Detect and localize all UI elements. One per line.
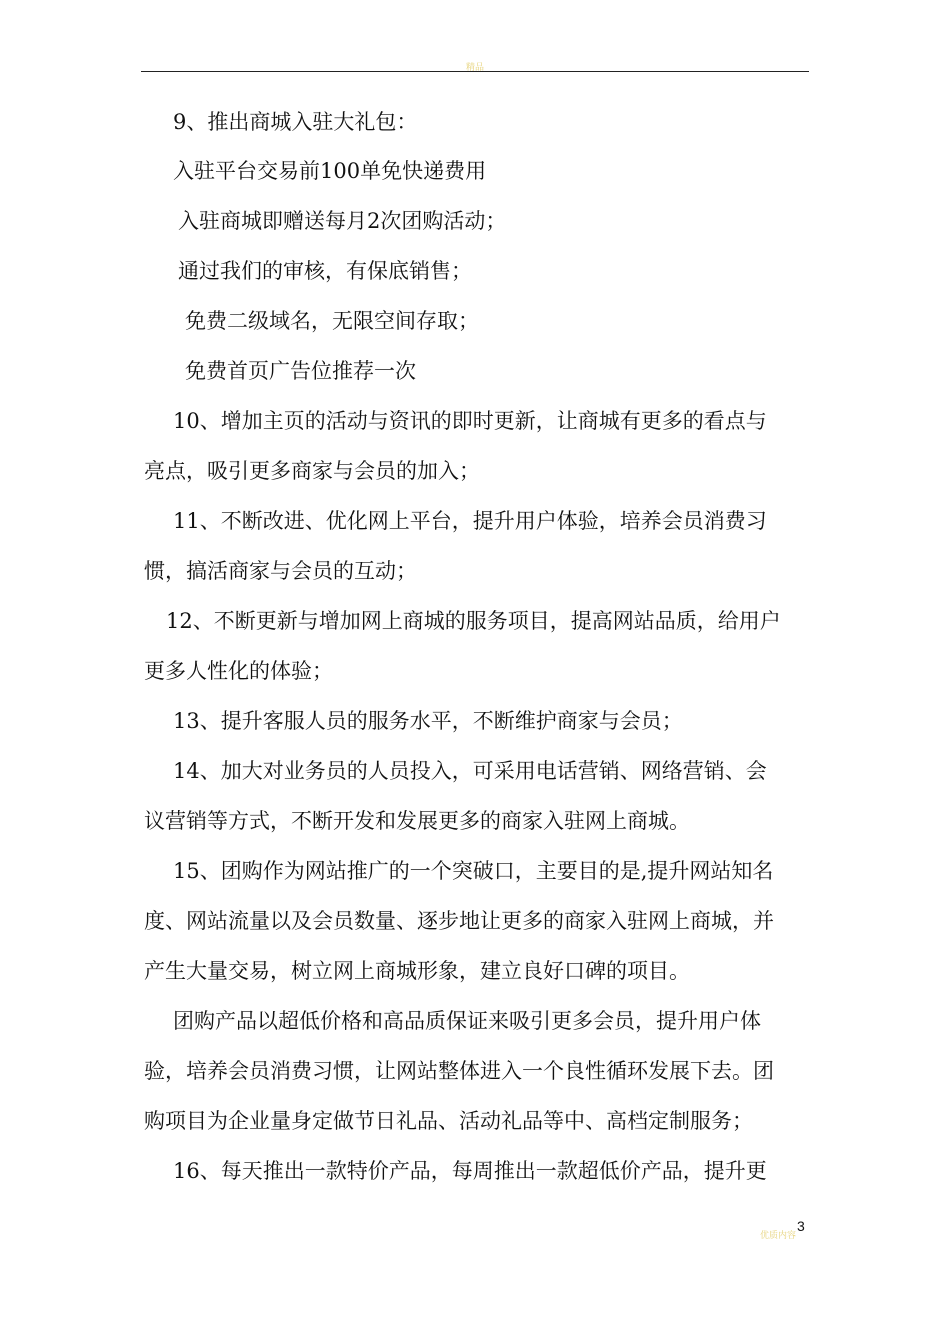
header-rule [141,71,809,72]
body-line: 议营销等方式，不断开发和发展更多的商家入驻网上商城。 [144,809,690,833]
body-line: 通过我们的审核，有保底销售； [178,259,472,283]
body-line: 入驻商城即赠送每月2次团购活动； [178,209,507,233]
body-line: 购项目为企业量身定做节日礼品、活动礼品等中、高档定制服务； [144,1109,753,1133]
body-line: 12、不断更新与增加网上商城的服务项目，提高网站品质，给用户 [166,609,781,633]
body-line: 15、团购作为网站推广的一个突破口，主要目的是,提升网站知名 [173,859,774,883]
body-line: 惯，搞活商家与会员的互动； [144,559,417,583]
body-line: 亮点，吸引更多商家与会员的加入； [144,459,480,483]
body-line: 免费二级域名，无限空间存取； [185,309,479,333]
body-line: 更多人性化的体验； [144,659,333,683]
body-line: 14、加大对业务员的人员投入，可采用电话营销、网络营销、会 [173,759,767,783]
body-line: 10、增加主页的活动与资讯的即时更新，让商城有更多的看点与 [173,409,767,433]
body-line: 9、推出商城入驻大礼包： [173,110,418,134]
footer-watermark: 优质内容 [760,1231,797,1241]
body-line: 13、提升客服人员的服务水平，不断维护商家与会员； [173,709,683,733]
body-line: 验，培养会员消费习惯，让网站整体进入一个良性循环发展下去。团 [144,1059,774,1083]
body-line: 入驻平台交易前100单免快递费用 [173,159,487,183]
header-watermark: 精品 [465,63,484,73]
body-line: 11、不断改进、优化网上平台，提升用户体验，培养会员消费习 [173,509,767,533]
body-line: 免费首页广告位推荐一次 [185,359,416,383]
body-line: 产生大量交易，树立网上商城形象，建立良好口碑的项目。 [144,959,690,983]
body-line: 团购产品以超低价格和高品质保证来吸引更多会员，提升用户体 [173,1009,761,1033]
page-number: 3 [797,1218,805,1234]
body-line: 16、每天推出一款特价产品，每周推出一款超低价产品，提升更 [173,1159,767,1183]
body-line: 度、网站流量以及会员数量、逐步地让更多的商家入驻网上商城，并 [144,909,774,933]
